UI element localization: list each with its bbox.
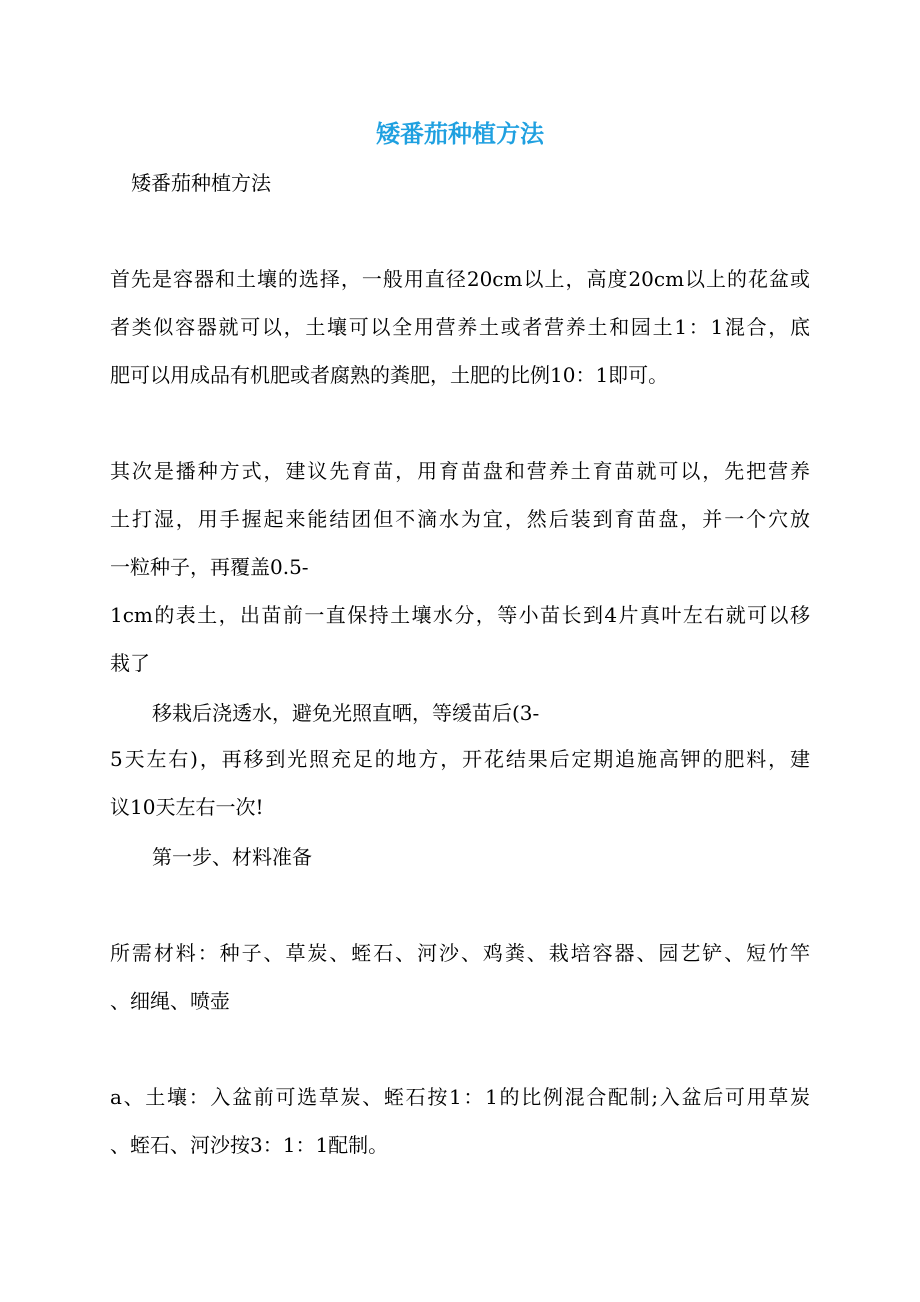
- paragraph-1-line-2: 者类似容器就可以，土壤可以全用营养土或者营养土和园土1：1混合，底: [110, 315, 810, 339]
- document-subtitle: 矮番茄种植方法: [131, 171, 271, 195]
- paragraph-6-line-1: a、土壤：入盆前可选草炭、蛭石按1：1的比例混合配制;入盆后可用草炭: [110, 1085, 810, 1109]
- paragraph-5-line-2: 、细绳、喷壶: [110, 989, 230, 1013]
- paragraph-3-line-3: 议10天左右一次!: [110, 795, 264, 819]
- paragraph-2-line-2: 土打湿，用手握起来能结团但不滴水为宜，然后装到育苗盘，并一个穴放: [110, 507, 810, 531]
- paragraph-2-line-1: 其次是播种方式，建议先育苗，用育苗盘和营养土育苗就可以，先把营养: [110, 459, 810, 483]
- paragraph-3-line-2: 5天左右)，再移到光照充足的地方，开花结果后定期追施高钾的肥料，建: [110, 747, 810, 771]
- paragraph-1-line-1: 首先是容器和土壤的选择，一般用直径20cm以上，高度20cm以上的花盆或: [110, 267, 810, 291]
- paragraph-6-line-2: 、蛭石、河沙按3：1：1配制。: [110, 1133, 389, 1157]
- paragraph-2-line-4: 1cm的表土，出苗前一直保持土壤水分，等小苗长到4片真叶左右就可以移: [110, 603, 810, 627]
- paragraph-5-line-1: 所需材料：种子、草炭、蛭石、河沙、鸡粪、栽培容器、园艺铲、短竹竿: [110, 941, 810, 965]
- paragraph-2-line-3: 一粒种子，再覆盖0.5-: [110, 555, 309, 579]
- document-title: 矮番茄种植方法: [376, 120, 544, 148]
- paragraph-3-line-1: 移栽后浇透水，避免光照直晒，等缓苗后(3-: [152, 701, 540, 725]
- section-heading-step-1: 第一步、材料准备: [152, 845, 312, 869]
- paragraph-2-line-5: 栽了: [110, 651, 150, 675]
- paragraph-1-line-3: 肥可以用成品有机肥或者腐熟的粪肥，土肥的比例10：1即可。: [110, 363, 669, 387]
